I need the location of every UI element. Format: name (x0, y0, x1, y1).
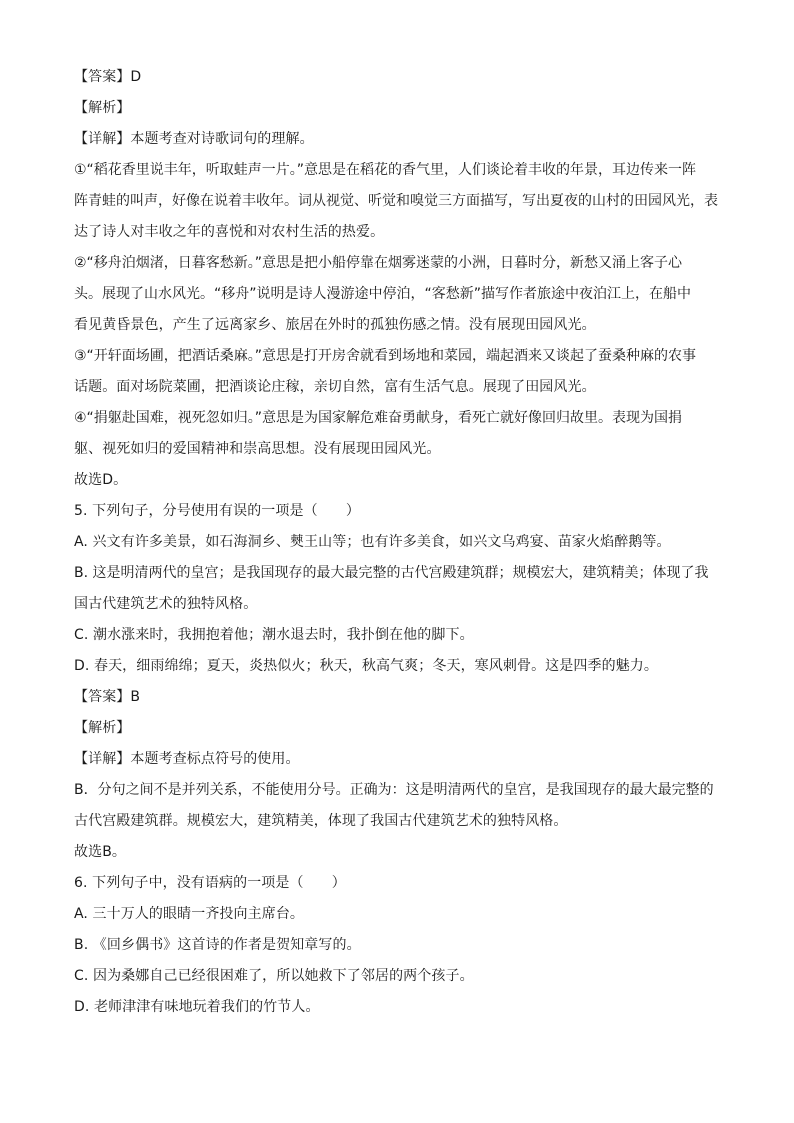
text-line: 话题。面对场院菜圃，把酒谈论庄稼，亲切自然，富有生活气息。展现了田园风光。 (74, 379, 596, 395)
text-line: ③“开轩面场圃，把酒话桑麻。”意思是打开房舍就看到场地和菜园，端起酒来又谈起了蚕桑种麻的农事 (74, 348, 697, 364)
text-line: 古代宫殿建筑群。规模宏大，建筑精美，体现了我国古代建筑艺术的独特风格。 (74, 813, 568, 829)
detail-line: 【详解】本题考查标点符号的使用。 (74, 751, 300, 767)
option-c: C. 潮水涨来时，我拥抱着他；潮水退去时，我扑倒在他的脚下。 (74, 627, 474, 643)
analysis-heading: 【解析】 (74, 720, 131, 736)
text-line: 躯、视死如归的爱国精神和崇高思想。没有展现田园风光。 (74, 441, 441, 457)
text-line: 达了诗人对丰收之年的喜悦和对农村生活的热爱。 (74, 224, 385, 240)
detail-line: 【详解】本题考查对诗歌词句的理解。 (74, 131, 314, 147)
option-c: C. 因为桑娜自己已经很困难了，所以她救下了邻居的两个孩子。 (74, 968, 474, 984)
option-d: D. 老师津津有味地玩着我们的竹节人。 (74, 999, 320, 1015)
option-a: A. 三十万人的眼睛一齐投向主席台。 (74, 906, 305, 922)
text-line: 看见黄昏景色，产生了远离家乡、旅居在外时的孤独伤感之情。没有展现田园风光。 (74, 317, 596, 333)
answer-line: 【答案】D (74, 69, 142, 85)
document-page (74, 62, 724, 1023)
question-5: 5. 下列句子，分号使用有误的一项是（ ） (74, 503, 361, 519)
text-line: ④“捐躯赴国难，视死忽如归。”意思是为国家解危难奋勇献身，看死亡就好像回归故里。表现为国捐 (74, 410, 683, 426)
option-a: A. 兴文有许多美景，如石海洞乡、僰王山等；也有许多美食，如兴文乌鸡宴、苗家火焰醉鹅等。 (74, 534, 671, 550)
answer-line: 【答案】B (74, 689, 141, 705)
text-line: ②“移舟泊烟渚，日暮客愁新。”意思是把小船停靠在烟雾迷蒙的小洲，日暮时分，新愁又涌上客子心 (74, 255, 683, 271)
option-b: B. 这是明清两代的皇宫；是我国现存的最大最完整的古代宫殿建筑群；规模宏大，建筑精美；体现了我 (74, 565, 709, 581)
choice-line: 故选B。 (74, 844, 127, 860)
text-line: 头。展现了山水风光。“移舟”说明是诗人漫游途中停泊，“客愁新”描写作者旅途中夜泊江上，在船中 (74, 286, 692, 302)
option-d: D. 春天，细雨绵绵；夏天，炎热似火；秋天，秋高气爽；冬天，寒风刺骨。这是四季的魅力。 (74, 658, 658, 674)
choice-line: 故选D。 (74, 472, 128, 488)
text-line: 阵青蛙的叫声，好像在说着丰收年。词从视觉、听觉和嗅觉三方面描写，写出夏夜的山村的田园风光，表 (74, 193, 718, 209)
analysis-heading: 【解析】 (74, 100, 131, 116)
question-6: 6. 下列句子中，没有语病的一项是（ ） (74, 875, 346, 891)
text-line: B．分句之间不是并列关系，不能使用分号。正确为：这是明清两代的皇宫，是我国现存的最大最完整的 (74, 782, 714, 798)
option-b: B. 《回乡偶书》这首诗的作者是贺知章写的。 (74, 937, 361, 953)
option-b-cont: 国古代建筑艺术的独特风格。 (74, 596, 258, 612)
text-line: ①“稻花香里说丰年，听取蛙声一片。”意思是在稻花的香气里，人们谈论着丰收的年景，耳边传来一阵 (74, 162, 697, 178)
